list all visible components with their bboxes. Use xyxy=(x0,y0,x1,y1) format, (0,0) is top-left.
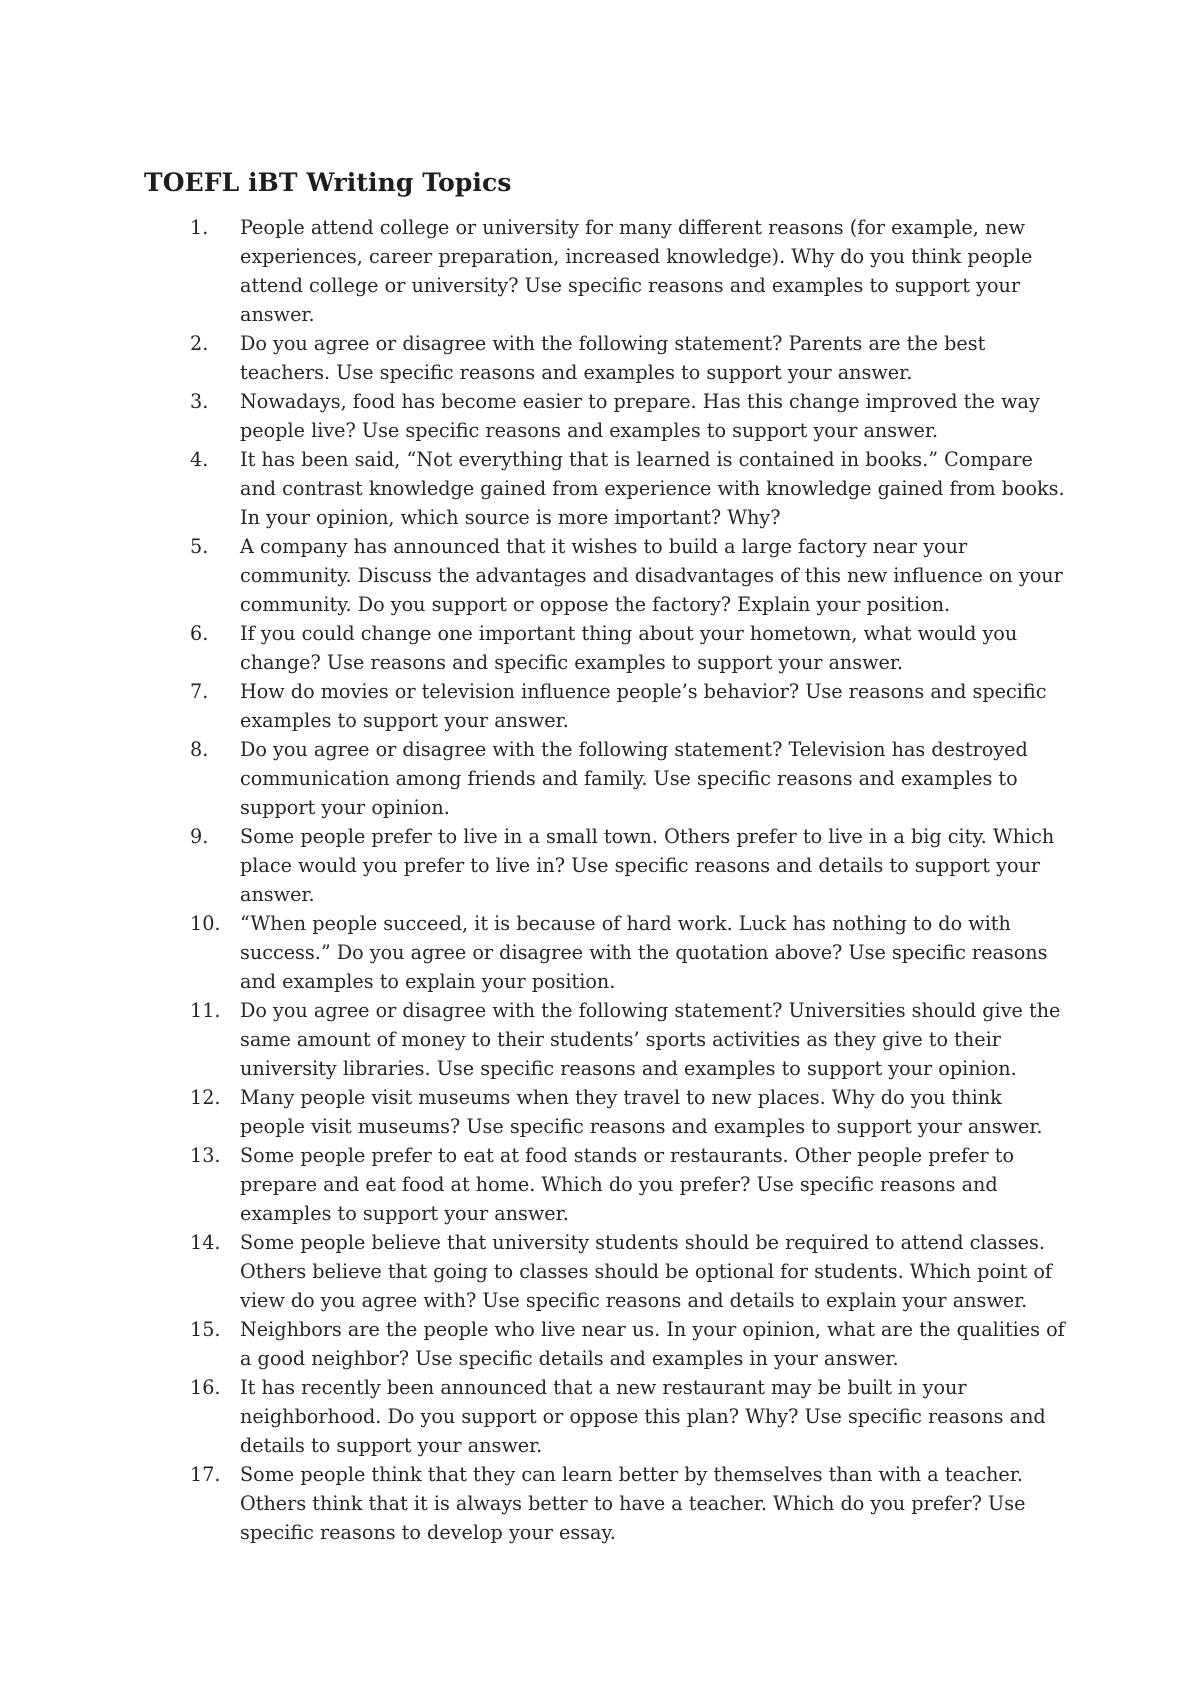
list-item xyxy=(190,1228,1070,1315)
list-item xyxy=(190,822,1070,909)
list-item xyxy=(190,387,1070,445)
list-item xyxy=(190,619,1070,677)
list-item xyxy=(190,532,1070,619)
item-text: “When people succeed, it is because of hard work. Luck has nothing to do with success.” Do you agree or disagree with the quotation above? Use specific reasons and examples to explain your position. xyxy=(240,912,1048,993)
item-number: 3. xyxy=(190,390,209,413)
item-text: Nowadays, food has become easier to prepare. Has this change improved the way people live? Use specific reasons and examples to support your answer. xyxy=(240,390,1040,442)
item-text: Some people think that they can learn better by themselves than with a teacher. Others think that it is always better to have a teacher. Which do you prefer? Use specific reasons to develop your essay. xyxy=(240,1463,1026,1544)
item-number: 2. xyxy=(190,332,209,355)
item-text: Some people prefer to live in a small town. Others prefer to live in a big city. Which place would you prefer to live in? Use specific reasons and details to support your answer. xyxy=(240,825,1055,906)
list-item xyxy=(190,329,1070,387)
item-number: 13. xyxy=(190,1144,221,1167)
item-text: Some people prefer to eat at food stands or restaurants. Other people prefer to prepare and eat food at home. Which do you prefer? Use specific reasons and examples to support your answer. xyxy=(240,1144,1015,1225)
item-text: How do movies or television influence people’s behavior? Use reasons and specific examples to support your answer. xyxy=(240,680,1047,732)
list-item xyxy=(190,1083,1070,1141)
item-text: It has been said, “Not everything that is learned is contained in books.” Compare and contrast knowledge gained from experience with knowledge gained from books. In your opinion, which source is more important? Why? xyxy=(240,448,1065,529)
item-text: Many people visit museums when they travel to new places. Why do you think people visit museums? Use specific reasons and examples to support your answer. xyxy=(240,1086,1043,1138)
list-item xyxy=(190,445,1070,532)
page-title: TOEFL iBT Writing Topics xyxy=(144,168,512,197)
list-item xyxy=(190,213,1070,329)
item-text: Neighbors are the people who live near us. In your opinion, what are the qualities of a good neighbor? Use specific details and examples in your answer. xyxy=(240,1318,1065,1370)
item-text: Do you agree or disagree with the following statement? Television has destroyed communication among friends and family. Use specific reasons and examples to support your opinion. xyxy=(240,738,1028,819)
item-number: 4. xyxy=(190,448,209,471)
list-item xyxy=(190,996,1070,1083)
topic-list xyxy=(190,213,1070,1547)
item-number: 11. xyxy=(190,999,221,1022)
item-text: Do you agree or disagree with the following statement? Universities should give the same amount of money to their students’ sports activities as they give to their university libraries. Use specific reasons and examples to support your opinion. xyxy=(240,999,1061,1080)
list-item xyxy=(190,1315,1070,1373)
item-number: 16. xyxy=(190,1376,221,1399)
list-item xyxy=(190,1141,1070,1228)
item-text: People attend college or university for many different reasons (for example, new experiences, career preparation, increased knowledge). Why do you think people attend college or university? Use specific reasons and examples to support your answer. xyxy=(240,216,1033,326)
item-text: A company has announced that it wishes to build a large factory near your community. Discuss the advantages and disadvantages of this new influence on your community. Do you support or oppose the factory? Explain your position. xyxy=(240,535,1063,616)
item-number: 6. xyxy=(190,622,209,645)
item-text: If you could change one important thing about your hometown, what would you change? Use reasons and specific examples to support your answer. xyxy=(240,622,1018,674)
list-item xyxy=(190,677,1070,735)
item-number: 5. xyxy=(190,535,209,558)
item-text: It has recently been announced that a new restaurant may be built in your neighborhood. Do you support or oppose this plan? Why? Use specific reasons and details to support your answer. xyxy=(240,1376,1046,1457)
item-number: 17. xyxy=(190,1463,221,1486)
item-number: 8. xyxy=(190,738,209,761)
item-number: 15. xyxy=(190,1318,221,1341)
item-text: Some people believe that university students should be required to attend classes. Others believe that going to classes should be optional for students. Which point of view do you agree with? Use specific reasons and details to explain your answer. xyxy=(240,1231,1052,1312)
list-item xyxy=(190,909,1070,996)
item-number: 9. xyxy=(190,825,209,848)
list-item xyxy=(190,735,1070,822)
list-item xyxy=(190,1373,1070,1460)
item-number: 1. xyxy=(190,216,209,239)
item-number: 7. xyxy=(190,680,209,703)
item-number: 14. xyxy=(190,1231,221,1254)
list-item xyxy=(190,1460,1070,1547)
item-text: Do you agree or disagree with the following statement? Parents are the best teachers. Use specific reasons and examples to support your answer. xyxy=(240,332,986,384)
item-number: 12. xyxy=(190,1086,221,1109)
item-number: 10. xyxy=(190,912,221,935)
